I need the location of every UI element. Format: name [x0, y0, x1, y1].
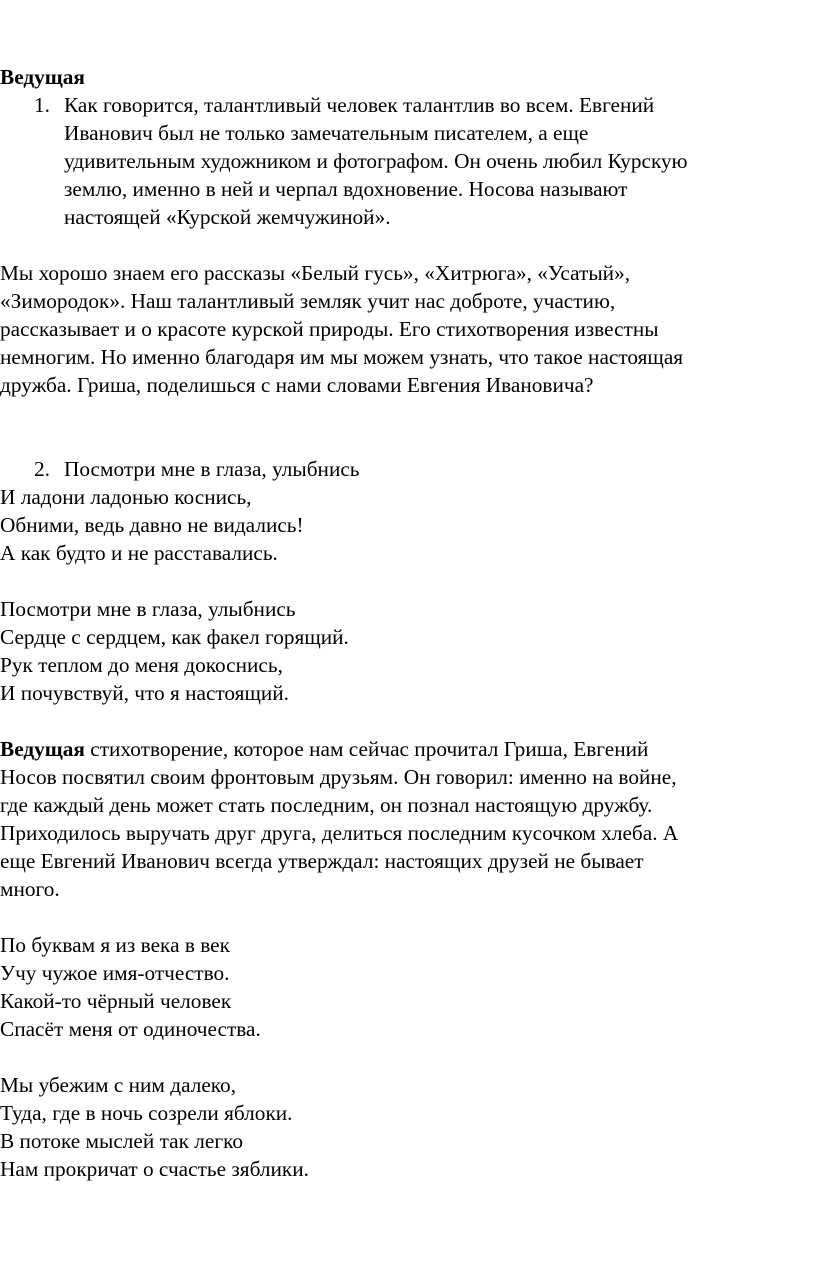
paragraph-line: еще Евгений Иванович всегда утверждал: настоящих друзей не бывает	[0, 849, 644, 873]
list-item-1-line: Как говорится, талантливый человек талантлив во всем. Евгений	[64, 93, 655, 117]
poem2-stanza-2	[0, 1071, 800, 1183]
list-item-1-line: настоящей «Курской жемчужиной».	[64, 205, 391, 229]
poem-line: Нам прокричат о счастье зяблики.	[0, 1157, 309, 1181]
poem-line: Туда, где в ночь созрели яблоки.	[0, 1101, 293, 1125]
list-item-1-line: землю, именно в ней и черпал вдохновение. Носова называют	[64, 177, 628, 201]
poem-line: По буквам я из века в век	[0, 933, 230, 957]
poem-line: Обними, ведь давно не видались!	[0, 513, 304, 537]
list-item-1	[0, 91, 800, 231]
list-item-1-line: Иванович был не только замечательным писателем, а еще	[64, 121, 589, 145]
paragraph-line: много.	[0, 877, 60, 901]
host-heading-2: Ведущая	[0, 737, 85, 761]
list-item-1-line: удивительным художником и фотографом. Он очень любил Курскую	[64, 149, 688, 173]
poem-line: В потоке мыслей так легко	[0, 1129, 244, 1153]
poem-line: Посмотри мне в глаза, улыбнись	[0, 597, 296, 621]
paragraph-line: немногим. Но именно благодаря им мы можем узнать, что такое настоящая	[0, 345, 684, 369]
poem1-stanza-2	[0, 595, 800, 707]
document-page	[0, 63, 800, 1183]
list-item-2	[0, 455, 800, 483]
poem-line: Спасёт меня от одиночества.	[0, 1017, 261, 1041]
poem2-stanza-1	[0, 931, 800, 1043]
poem-line: Посмотри мне в глаза, улыбнись	[64, 457, 360, 481]
paragraph-line: Приходилось выручать друг друга, делиться последним кусочком хлеба. А	[0, 821, 679, 845]
paragraph-line: Носов посвятил своим фронтовым друзьям. Он говорил: именно на войне,	[0, 765, 677, 789]
poem-line: Рук теплом до меня докоснись,	[0, 653, 283, 677]
poem-line: Учу чужое имя-отчество.	[0, 961, 230, 985]
poem-line: Мы убежим с ним далеко,	[0, 1073, 237, 1097]
host-heading-1: Ведущая	[0, 65, 85, 89]
poem1-stanza-1	[0, 483, 800, 567]
poem-line: Какой-то чёрный человек	[0, 989, 232, 1013]
host-paragraph-2	[0, 735, 800, 903]
poem-line: И ладони ладонью коснись,	[0, 485, 252, 509]
poem-line: А как будто и не расставались.	[0, 541, 278, 565]
intro-paragraph	[0, 259, 800, 399]
poem-line: И почувствуй, что я настоящий.	[0, 681, 289, 705]
paragraph-line: где каждый день может стать последним, он познал настоящую дружбу.	[0, 793, 653, 817]
paragraph-line: рассказывает и о красоте курской природы. Его стихотворения известны	[0, 317, 659, 341]
paragraph-line	[0, 735, 800, 763]
list-number-2: 2.	[34, 457, 50, 481]
paragraph-line: Мы хорошо знаем его рассказы «Белый гусь», «Хитрюга», «Усатый»,	[0, 261, 631, 285]
paragraph-line: дружба. Гриша, поделишься с нами словами Евгения Ивановича?	[0, 373, 594, 397]
list-number-1: 1.	[34, 93, 50, 117]
poem-line: Сердце с сердцем, как факел горящий.	[0, 625, 349, 649]
paragraph-line: «Зимородок». Наш талантливый земляк учит нас доброте, участию,	[0, 289, 616, 313]
paragraph-text: стихотворение, которое нам сейчас прочитал Гриша, Евгений	[84, 737, 649, 761]
